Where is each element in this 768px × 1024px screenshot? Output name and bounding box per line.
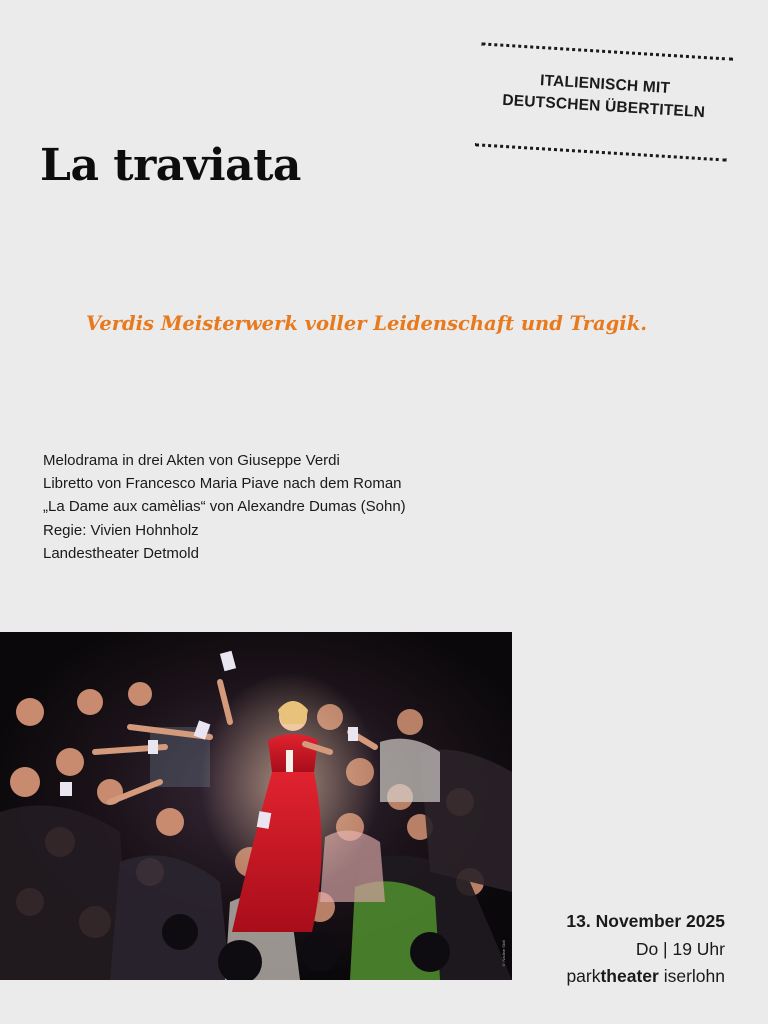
stamp-line-2: DEUTSCHEN ÜBERTITELN	[501, 91, 706, 122]
credit-line: Libretto von Francesco Maria Piave nach dem Roman	[43, 475, 402, 493]
page-title: La traviata	[40, 140, 301, 191]
event-venue	[566, 963, 725, 991]
production-credits	[43, 449, 406, 565]
venue-suffix: iserlohn	[658, 966, 725, 986]
stamp-dotted-line-bottom	[475, 143, 727, 161]
venue-bold: theater	[600, 966, 659, 986]
photo-credit: © Nadine Stoll	[501, 940, 506, 968]
credit-line: „La Dame aux camèlias“ von Alexandre Dumas (Sohn)	[43, 498, 406, 516]
credit-line: Melodrama in drei Akten von Giuseppe Verdi	[43, 452, 340, 469]
production-photo	[0, 632, 512, 980]
credit-line: Landestheater Detmold	[43, 544, 199, 562]
event-time: Do | 19 Uhr	[635, 938, 725, 959]
venue-prefix: park	[566, 966, 601, 986]
stage-scene-illustration	[0, 632, 512, 980]
event-info	[566, 908, 725, 991]
stamp-line-1: ITALIENISCH MIT	[539, 72, 671, 97]
stamp-text	[477, 66, 731, 125]
tagline: Verdis Meisterwerk voller Leidenschaft und Tragik.	[86, 312, 647, 335]
language-stamp	[475, 42, 733, 161]
event-date: 13. November 2025	[566, 911, 725, 931]
credit-line: Regie: Vivien Hohnholz	[43, 521, 199, 539]
stamp-dotted-line-top	[481, 42, 733, 60]
